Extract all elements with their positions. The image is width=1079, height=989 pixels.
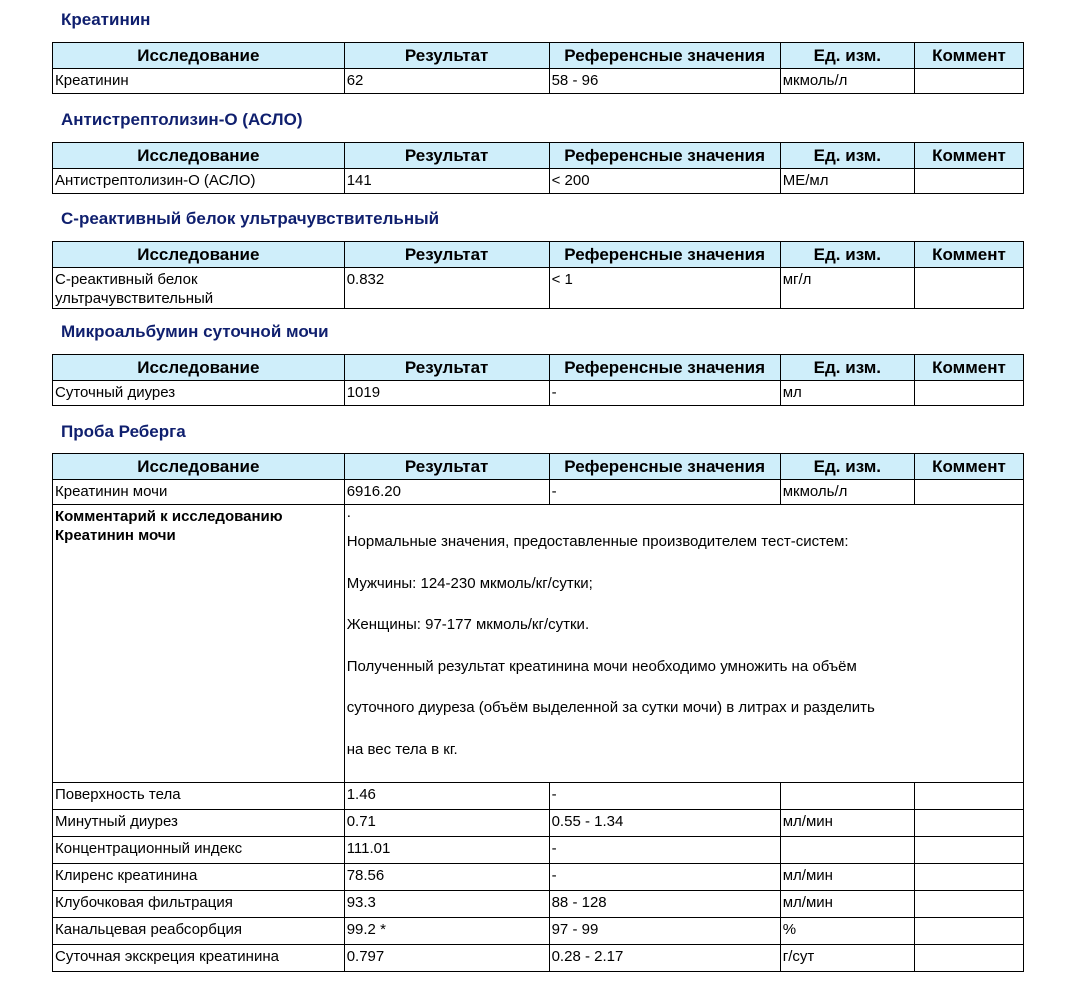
comment-row bbox=[53, 505, 1024, 783]
cell-comment bbox=[914, 837, 1023, 864]
col-header-test: Исследование bbox=[53, 355, 345, 381]
comment-line: . bbox=[346, 504, 351, 521]
col-header-comment: Коммент bbox=[914, 242, 1023, 268]
cell-test: Минутный диурез bbox=[53, 810, 345, 837]
section-title-microalbumin: Микроальбумин суточной мочи bbox=[61, 322, 329, 341]
cell-reference: 0.55 - 1.34 bbox=[549, 810, 780, 837]
cell-test: Антистрептолизин-О (АСЛО) bbox=[53, 169, 345, 194]
col-header-reference: Референсные значения bbox=[549, 454, 780, 480]
cell-reference: 0.28 - 2.17 bbox=[549, 945, 780, 972]
cell-result: 78.56 bbox=[344, 864, 549, 891]
table-header-row bbox=[53, 355, 1024, 381]
cell-reference: 58 - 96 bbox=[549, 69, 780, 94]
comment-line: Полученный результат креатинина мочи необходимо умножить на объём bbox=[346, 657, 857, 675]
cell-reference: 97 - 99 bbox=[549, 918, 780, 945]
comment-text bbox=[344, 505, 1023, 783]
table-row bbox=[53, 69, 1024, 94]
comment-line: Нормальные значения, предоставленные производителем тест-систем: bbox=[346, 533, 849, 550]
col-header-test: Исследование bbox=[53, 242, 345, 268]
cell-comment bbox=[914, 945, 1023, 972]
cell-result: 0.797 bbox=[344, 945, 549, 972]
cell-test: Поверхность тела bbox=[53, 783, 345, 810]
cell-test: С-реактивный белок ультрачувствительный bbox=[53, 268, 345, 309]
col-header-result: Результат bbox=[344, 242, 549, 268]
cell-comment bbox=[914, 783, 1023, 810]
cell-result: 99.2 * bbox=[344, 918, 549, 945]
cell-result: 1019 bbox=[344, 381, 549, 406]
comment-line: суточного диуреза (объём выделенной за сутки мочи) в литрах и разделить bbox=[346, 699, 875, 716]
cell-unit: % bbox=[780, 918, 914, 945]
col-header-result: Результат bbox=[344, 143, 549, 169]
cell-reference: - bbox=[549, 783, 780, 810]
cell-unit: мг/л bbox=[780, 268, 914, 309]
cell-test: Креатинин мочи bbox=[53, 480, 345, 505]
cell-comment bbox=[914, 891, 1023, 918]
col-header-reference: Референсные значения bbox=[549, 143, 780, 169]
section-title-reberg: Проба Реберга bbox=[61, 422, 186, 441]
table-row bbox=[53, 381, 1024, 406]
cell-reference: < 200 bbox=[549, 169, 780, 194]
results-table-crp bbox=[52, 241, 1024, 309]
results-table-creatinine bbox=[52, 42, 1024, 94]
cell-unit: г/сут bbox=[780, 945, 914, 972]
col-header-result: Результат bbox=[344, 43, 549, 69]
col-header-reference: Референсные значения bbox=[549, 355, 780, 381]
cell-unit: мл/мин bbox=[780, 810, 914, 837]
cell-comment bbox=[914, 810, 1023, 837]
cell-result: 141 bbox=[344, 169, 549, 194]
col-header-unit: Ед. изм. bbox=[780, 454, 914, 480]
cell-comment bbox=[914, 480, 1023, 505]
cell-unit: мкмоль/л bbox=[780, 69, 914, 94]
cell-comment bbox=[914, 864, 1023, 891]
table-row bbox=[53, 810, 1024, 837]
table-row bbox=[53, 918, 1024, 945]
col-header-reference: Референсные значения bbox=[549, 242, 780, 268]
cell-reference: - bbox=[549, 864, 780, 891]
cell-reference: < 1 bbox=[549, 268, 780, 309]
table-header-row bbox=[53, 242, 1024, 268]
cell-test: Концентрационный индекс bbox=[53, 837, 345, 864]
cell-reference: - bbox=[549, 480, 780, 505]
col-header-unit: Ед. изм. bbox=[780, 242, 914, 268]
col-header-comment: Коммент bbox=[914, 454, 1023, 480]
col-header-unit: Ед. изм. bbox=[780, 143, 914, 169]
table-row bbox=[53, 268, 1024, 309]
col-header-result: Результат bbox=[344, 355, 549, 381]
cell-unit bbox=[780, 837, 914, 864]
col-header-comment: Коммент bbox=[914, 143, 1023, 169]
col-header-test: Исследование bbox=[53, 43, 345, 69]
cell-result: 0.71 bbox=[344, 810, 549, 837]
cell-result: 0.832 bbox=[344, 268, 549, 309]
comment-line: Мужчины: 124-230 мкмоль/кг/сутки; bbox=[346, 574, 593, 592]
cell-result: 111.01 bbox=[344, 837, 549, 864]
cell-test: Клиренс креатинина bbox=[53, 864, 345, 891]
section-title-aslo: Антистрептолизин-О (АСЛО) bbox=[61, 110, 303, 129]
col-header-comment: Коммент bbox=[914, 355, 1023, 381]
table-row bbox=[53, 480, 1024, 505]
cell-comment bbox=[914, 169, 1023, 194]
cell-test: Клубочковая фильтрация bbox=[53, 891, 345, 918]
comment-line: на вес тела в кг. bbox=[346, 740, 458, 758]
table-row bbox=[53, 945, 1024, 972]
cell-test: Креатинин bbox=[53, 69, 345, 94]
cell-unit: мл/мин bbox=[780, 891, 914, 918]
col-header-unit: Ед. изм. bbox=[780, 355, 914, 381]
col-header-comment: Коммент bbox=[914, 43, 1023, 69]
cell-result: 62 bbox=[344, 69, 549, 94]
cell-reference: 88 - 128 bbox=[549, 891, 780, 918]
cell-comment bbox=[914, 381, 1023, 406]
table-header-row bbox=[53, 43, 1024, 69]
cell-unit: мл/мин bbox=[780, 864, 914, 891]
section-title-crp: С-реактивный белок ультрачувствительный bbox=[61, 209, 440, 228]
cell-test: Суточная экскреция креатинина bbox=[53, 945, 345, 972]
cell-comment bbox=[914, 268, 1023, 309]
cell-reference: - bbox=[549, 381, 780, 406]
comment-line: Женщины: 97-177 мкмоль/кг/сутки. bbox=[346, 616, 590, 633]
col-header-unit: Ед. изм. bbox=[780, 43, 914, 69]
cell-unit: МЕ/мл bbox=[780, 169, 914, 194]
col-header-test: Исследование bbox=[53, 454, 345, 480]
cell-reference: - bbox=[549, 837, 780, 864]
col-header-test: Исследование bbox=[53, 143, 345, 169]
results-table-reberg bbox=[52, 453, 1024, 972]
col-header-result: Результат bbox=[344, 454, 549, 480]
cell-unit: мкмоль/л bbox=[780, 480, 914, 505]
col-header-reference: Референсные значения bbox=[549, 43, 780, 69]
comment-label: Комментарий к исследованию Креатинин мочи bbox=[53, 505, 345, 783]
cell-unit bbox=[780, 783, 914, 810]
results-table-aslo bbox=[52, 142, 1024, 194]
cell-result: 93.3 bbox=[344, 891, 549, 918]
cell-result: 1.46 bbox=[344, 783, 549, 810]
table-row bbox=[53, 891, 1024, 918]
cell-test: Суточный диурез bbox=[53, 381, 345, 406]
table-row bbox=[53, 864, 1024, 891]
cell-comment bbox=[914, 918, 1023, 945]
cell-test: Канальцевая реабсорбция bbox=[53, 918, 345, 945]
table-header-row bbox=[53, 143, 1024, 169]
table-row bbox=[53, 169, 1024, 194]
cell-unit: мл bbox=[780, 381, 914, 406]
cell-comment bbox=[914, 69, 1023, 94]
table-header-row bbox=[53, 454, 1024, 480]
table-row bbox=[53, 837, 1024, 864]
section-title-creatinine: Креатинин bbox=[61, 10, 151, 29]
cell-result: 6916.20 bbox=[344, 480, 549, 505]
table-row bbox=[53, 783, 1024, 810]
results-table-microalbumin bbox=[52, 354, 1024, 406]
